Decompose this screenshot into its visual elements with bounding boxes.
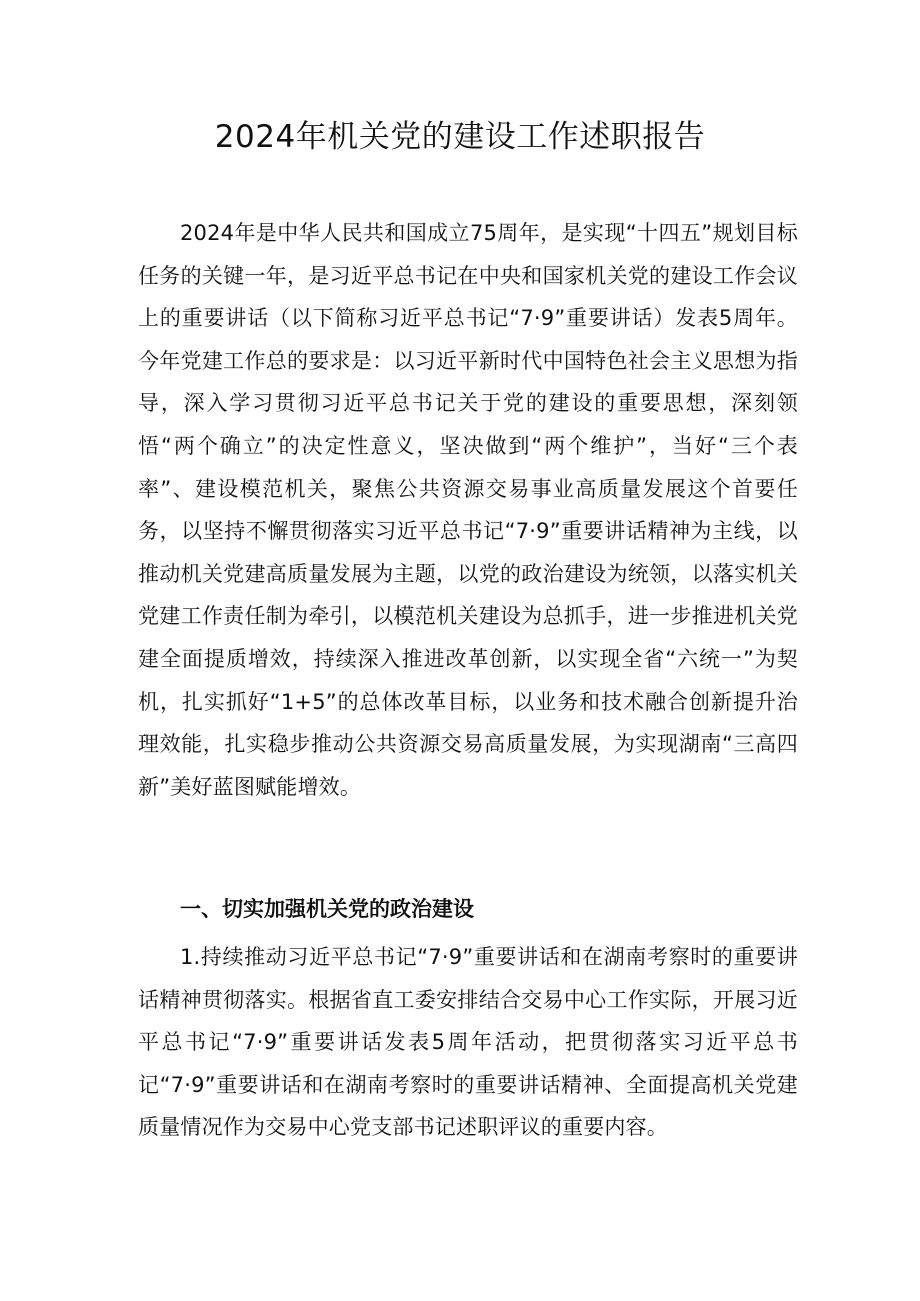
section-heading: 一、切实加强机关党的政治建设 — [180, 897, 474, 921]
document-title: 2024年机关党的建设工作述职报告 — [214, 119, 706, 155]
intro-paragraph: 2024年是中华人民共和国成立75周年，是实现“十四五”规划目标任务的关键一年，是习近平总书记在中央和国家机关党的建设工作会议上的重要讲话（以下简称习近平总书记“7·9”重要讲话）发表5周年。今年党建工作总的要求是：以习近平新时代中国特色社会主义思想为指导，深入学习贯彻习近平总书记关于党的建设的重要思想，深刻领悟“两个确立”的决定性意义，坚决做到“两个维护”，当好“三个表率”、建设模范机关，聚焦公共资源交易事业高质量发展这个首要任务，以坚持不懈贯彻落实习近平总书记“7·9”重要讲话精神为主线，以推动机关党建高质量发展为主题，以党的政治建设为统领，以落实机关党建工作责任制为牵引，以模范机关建设为总抓手，进一步推进机关党建全面提质增效，持续深入推进改革创新，以实现全省“六统一”为契机，扎实抓好“1+5”的总体改革目标，以业务和技术融合创新提升治理效能，扎实稳步推动公共资源交易高质量发展，为实现湖南“三高四新”美好蓝图赋能增效。 — [138, 221, 798, 799]
item-1-paragraph: 1.持续推动习近平总书记“7·9”重要讲话和在湖南考察时的重要讲话精神贯彻落实。根据省直工委安排结合交易中心工作实际，开展习近平总书记“7·9”重要讲话发表5周年活动，把贯彻落实习近平总书记“7·9”重要讲话和在湖南考察时的重要讲话精神、全面提高机关党建质量情况作为交易中心党支部书记述职评议的重要内容。 — [138, 945, 798, 1140]
